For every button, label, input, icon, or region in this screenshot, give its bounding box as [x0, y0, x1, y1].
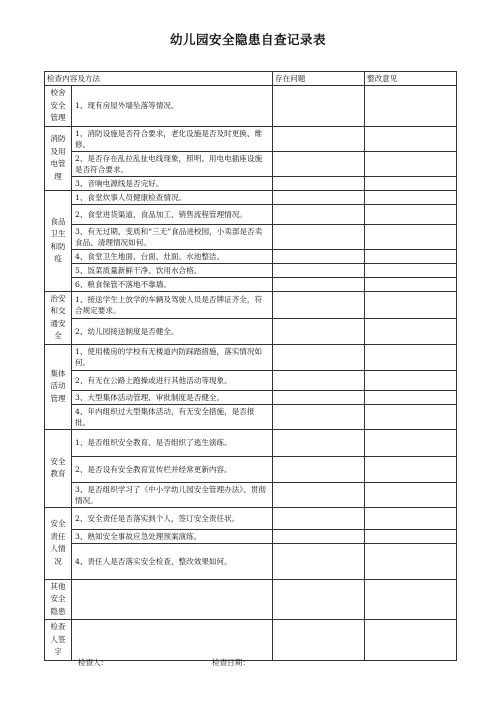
category-cell: 消防及用电管理	[45, 126, 72, 190]
advice-cell[interactable]	[365, 370, 457, 390]
inspection-table	[44, 71, 457, 661]
advice-cell[interactable]	[365, 456, 457, 482]
check-item: 4、年内组织过大型集体活动，有无安全措施，是否报批。	[72, 404, 273, 429]
advice-cell[interactable]	[365, 249, 457, 263]
page-title: 幼儿园安全隐患自查记录表	[169, 32, 326, 47]
advice-cell[interactable]	[365, 224, 457, 249]
advice-cell[interactable]	[365, 404, 457, 429]
advice-cell[interactable]	[365, 86, 457, 127]
problem-cell[interactable]	[273, 507, 365, 529]
problem-cell[interactable]	[273, 151, 365, 176]
check-item: 2、幼儿园接送制度是否健全。	[72, 319, 273, 344]
problem-cell[interactable]	[273, 126, 365, 151]
table-row	[45, 370, 457, 390]
table-row	[45, 176, 457, 190]
advice-cell[interactable]	[365, 204, 457, 224]
problem-cell[interactable]	[273, 291, 365, 319]
problem-cell[interactable]	[273, 429, 365, 456]
problem-cell[interactable]	[273, 224, 365, 249]
check-item: 2、有无在公路上跑操或进行其他活动等现象。	[72, 370, 273, 390]
category-cell: 食品卫生和防疫	[45, 190, 72, 291]
problem-cell[interactable]	[273, 344, 365, 370]
check-item: 3、音响电源线是否完好。	[72, 176, 273, 190]
check-item: 1、消防设施是否符合要求，老化设施是否及时更换、维修。	[72, 126, 273, 151]
advice-cell[interactable]	[365, 263, 457, 277]
table-row	[45, 126, 457, 151]
problem-cell[interactable]	[273, 579, 365, 620]
problem-cell[interactable]	[273, 543, 365, 579]
problem-cell[interactable]	[273, 482, 365, 507]
check-item: 1、接送学生上放学的车辆及驾驶人员是否牌证齐全，符合规定要求。	[72, 291, 273, 319]
table-row	[45, 277, 457, 291]
check-item: 4、食堂卫生地面、台面、灶面、水池整洁。	[72, 249, 273, 263]
category-cell: 检查人签字	[45, 620, 72, 661]
advice-cell[interactable]	[365, 291, 457, 319]
category-cell: 集体活动管理	[45, 344, 72, 429]
table-row	[45, 86, 457, 127]
check-item: 1、是否组织安全教育、是否组织了逃生演练。	[72, 429, 273, 456]
table-header-row	[45, 72, 457, 86]
table-row	[45, 291, 457, 319]
table-row	[45, 529, 457, 543]
advice-cell[interactable]	[365, 277, 457, 291]
inspector-label: 检查人：	[78, 658, 109, 667]
check-item: 3、熟知安全事故应急处理预案演练。	[72, 529, 273, 543]
category-cell: 校舍安全管理	[45, 86, 72, 127]
advice-cell[interactable]	[365, 151, 457, 176]
table-row	[45, 429, 457, 456]
table-row	[45, 507, 457, 529]
problem-cell[interactable]	[273, 370, 365, 390]
category-cell: 安全教育	[45, 429, 72, 507]
header-check-content: 检查内容及方法	[45, 72, 273, 86]
advice-cell[interactable]	[365, 620, 457, 661]
category-cell: 治安和交通安全	[45, 291, 72, 344]
advice-cell[interactable]	[365, 319, 457, 344]
problem-cell[interactable]	[273, 86, 365, 127]
check-item: 4、责任人是否落实安全检查，整改效果如何。	[72, 543, 273, 579]
table-row	[45, 482, 457, 507]
table-row	[45, 543, 457, 579]
category-cell: 其他安全隐患	[45, 579, 72, 620]
problem-cell[interactable]	[273, 319, 365, 344]
problem-cell[interactable]	[273, 176, 365, 190]
problem-cell[interactable]	[273, 529, 365, 543]
table-row	[45, 263, 457, 277]
check-item: 1、使用楼房的学校有无楼道内防踩踏措施，落实情况如何。	[72, 344, 273, 370]
advice-cell[interactable]	[365, 126, 457, 151]
table-row	[45, 249, 457, 263]
check-item	[72, 620, 273, 661]
advice-cell[interactable]	[365, 190, 457, 204]
table-row	[45, 579, 457, 620]
table-row	[45, 456, 457, 482]
problem-cell[interactable]	[273, 263, 365, 277]
check-item: 1、现有房屋外墙坠落等情况。	[72, 86, 273, 127]
table-row	[45, 344, 457, 370]
table-row	[45, 404, 457, 429]
advice-cell[interactable]	[365, 429, 457, 456]
problem-cell[interactable]	[273, 620, 365, 661]
check-item: 5、饭菜质量新鲜干净、饮用水合格。	[72, 263, 273, 277]
advice-cell[interactable]	[365, 529, 457, 543]
header-rectification-advice: 整改意见	[365, 72, 457, 86]
advice-cell[interactable]	[365, 579, 457, 620]
table-row	[45, 390, 457, 404]
table-row	[45, 190, 457, 204]
advice-cell[interactable]	[365, 390, 457, 404]
check-item: 2、是否设有安全教育宣传栏并经常更新内容。	[72, 456, 273, 482]
table-row	[45, 151, 457, 176]
check-item: 2、安全责任是否落实到个人，签订安全责任状。	[72, 507, 273, 529]
table-row	[45, 224, 457, 249]
check-item: 3、是否组织学习了《中小学幼儿园安全管理办法》、贯彻情况。	[72, 482, 273, 507]
problem-cell[interactable]	[273, 390, 365, 404]
check-item: 2、食堂进货渠道、食品加工、销售流程管理情况。	[72, 204, 273, 224]
problem-cell[interactable]	[273, 404, 365, 429]
table-row	[45, 620, 457, 661]
problem-cell[interactable]	[273, 249, 365, 263]
table-row	[45, 204, 457, 224]
problem-cell[interactable]	[273, 456, 365, 482]
check-item: 2、是否存在乱拉乱扯电线现象，照明、用电电插座设施是否符合要求。	[72, 151, 273, 176]
check-item: 3、大型集体活动管理、审批制度是否健全。	[72, 390, 273, 404]
check-item: 6、粮食保管不落地不靠墙。	[72, 277, 273, 291]
check-item	[72, 579, 273, 620]
advice-cell[interactable]	[365, 543, 457, 579]
advice-cell[interactable]	[365, 482, 457, 507]
problem-cell[interactable]	[273, 190, 365, 204]
advice-cell[interactable]	[365, 344, 457, 370]
header-existing-problems: 存在问题	[273, 72, 365, 86]
table-row	[45, 319, 457, 344]
check-item: 3、有无过期、变质和“三无”食品进校园，小卖部是否卖食品、清理情况如何。	[72, 224, 273, 249]
advice-cell[interactable]	[365, 507, 457, 529]
problem-cell[interactable]	[273, 277, 365, 291]
inspection-date-label: 检查日期：	[212, 658, 250, 667]
check-item: 1、食堂炊事人员健康检查情况。	[72, 190, 273, 204]
advice-cell[interactable]	[365, 176, 457, 190]
problem-cell[interactable]	[273, 204, 365, 224]
category-cell: 安全责任人情况	[45, 507, 72, 579]
